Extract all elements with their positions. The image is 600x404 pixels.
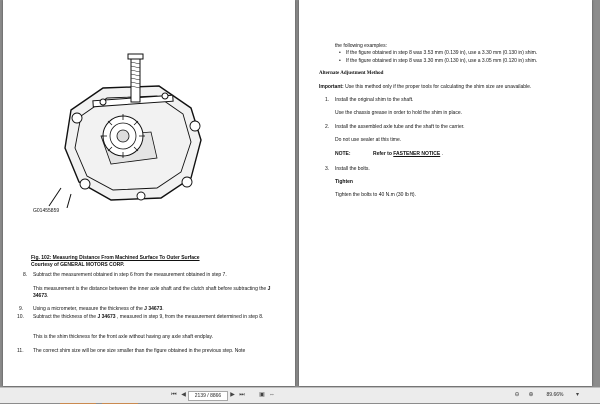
example-text: If the figure obtained in step 8 was 3.30 mm (0.130 in), use a 3.05 mm (0.120 in) shim. (346, 58, 538, 64)
figure-id: G01455859 (33, 208, 60, 214)
example-text: If the figure obtained in step 8 was 3.53 mm (0.139 in), use a 3.30 mm (0.130 in) shim. (346, 50, 538, 56)
tighten-text: Tighten the bolts to 40 N.m (30 lb ft). (335, 192, 416, 198)
step-number: 2. (325, 124, 330, 130)
figure-credit: Courtesy of GENERAL MOTORS CORP. (31, 262, 125, 268)
important-note: Important: Use this method only if the proper tools for calculating the shim size are unavailable. (319, 84, 532, 90)
step-text: Using a micrometer, measure the thickness of the J 34673. (33, 306, 164, 312)
step-text: Subtract the thickness of the J 34673 , measured in step 9, from the measurement determined in step 8. (33, 314, 264, 320)
step-text: This measurement is the distance between the inner axle shaft and the clutch shaft before subtracting the J 34673. (33, 286, 271, 299)
axle-diagram (41, 48, 211, 208)
fastener-notice-link[interactable]: FASTENER NOTICE (393, 151, 441, 157)
fit-page-icon[interactable]: ▣ (259, 392, 265, 398)
page-number-field[interactable]: 2139 / 8866 (188, 391, 228, 401)
step-number: 11. (17, 348, 24, 354)
zoom-menu-icon[interactable]: ▾ (575, 392, 579, 398)
step-number: 10. (17, 314, 24, 320)
bullet-icon: • (339, 58, 341, 64)
tighten-label: Tighten (335, 179, 353, 185)
zoom-level[interactable]: 89.66% (546, 392, 564, 398)
section-title: Alternate Adjustment Method (319, 71, 384, 76)
document-page-right (299, 0, 592, 386)
figure-caption: Fig. 102: Measuring Distance From Machined Surface To Outer Surface (31, 255, 200, 261)
zoom-in-icon[interactable]: ⊕ (528, 392, 534, 398)
next-page-icon[interactable]: ▶ (230, 392, 235, 398)
note-label: NOTE: (335, 151, 351, 157)
step-number: 3. (325, 166, 330, 172)
step-text: Install the bolts. (335, 166, 370, 172)
step-number: 8. (23, 272, 28, 278)
document-page-left (3, 0, 295, 386)
step-text: Subtract the measurement obtained in step 6 from the measurement obtained in step 7. (33, 272, 227, 278)
step-number: 9. (19, 306, 24, 312)
step-subtext: Use the chassis grease in order to hold the shim in place. (335, 110, 463, 116)
intro-text: the following examples: (335, 43, 387, 49)
bullet-icon: • (339, 50, 341, 56)
first-page-icon[interactable]: ⏮ (171, 392, 177, 398)
viewer-toolbar (0, 387, 600, 403)
step-subtext: Do not use sealer at this time. (335, 137, 402, 143)
zoom-out-icon[interactable]: ⊖ (514, 392, 520, 398)
note-text: Refer to FASTENER NOTICE . (373, 151, 444, 157)
step-text: Install the assembled axle tube and the shaft to the carrier. (335, 124, 465, 130)
step-number: 1. (325, 97, 330, 103)
step-text: This is the shim thickness for the front axle without having any axle shaft endplay. (33, 334, 213, 340)
last-page-icon[interactable]: ⏭ (239, 392, 245, 398)
step-text: Install the original shim to the shaft. (335, 97, 414, 103)
step-text: The correct shim size will be one size smaller than the figure obtained in the previous step. Note (33, 348, 246, 354)
fit-width-icon[interactable]: ⇔ (269, 392, 275, 398)
previous-page-icon[interactable]: ◀ (181, 392, 186, 398)
